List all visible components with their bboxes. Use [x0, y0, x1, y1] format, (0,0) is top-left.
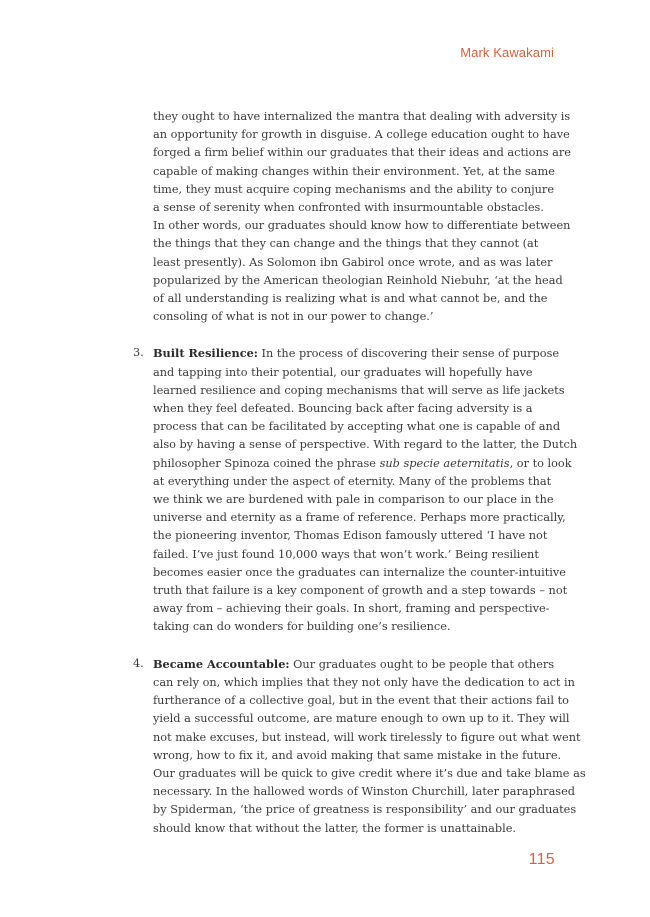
text-line: at everything under the aspect of eternity. Many of the problems that: [153, 474, 552, 488]
text-line: [153, 655, 557, 674]
text-line: we think we are burdened with pale in comparison to our place in the: [153, 493, 554, 507]
text-line: a sense of serenity when confronted with insurmountable obstacles.: [153, 201, 544, 215]
paragraph-spacer: [153, 326, 557, 344]
text-run: philosopher Spinoza coined the phrase: [153, 456, 380, 470]
latin-phrase: sub specie aeternitatis: [379, 456, 510, 470]
list-item-number: 4.: [133, 656, 144, 670]
list-item-resilience: [133, 344, 578, 636]
text-line: wrong, how to fix it, and avoid making that same mistake in the future.: [153, 748, 562, 762]
text-line: they ought to have internalized the mantra that dealing with adversity is: [153, 110, 571, 123]
text-line: [153, 455, 572, 473]
text-line: least presently). As Solomon ibn Gabirol once wrote, and as was later: [153, 255, 553, 269]
paragraph-spacer: [153, 637, 557, 655]
text-line: away from – achieving their goals. In short, framing and perspective-: [153, 602, 550, 616]
text-line: taking can do wonders for building one’s resilience.: [153, 620, 451, 634]
text-line: by Spiderman, ‘the price of greatness is responsibility’ and our graduates: [153, 803, 577, 817]
text-line: In other words, our graduates should know how to differentiate between: [153, 219, 571, 233]
text-line: universe and eternity as a frame of reference. Perhaps more practically,: [153, 511, 566, 525]
text-line: necessary. In the hallowed words of Winston Churchill, later paraphrased: [153, 785, 576, 799]
text-line: consoling of what is not in our power to change.’: [153, 310, 434, 324]
text-line: the things that they can change and the things that they cannot (at: [153, 237, 539, 251]
text-line: not make excuses, but instead, will work tirelessly to figure out what went: [153, 730, 581, 744]
text-line: popularized by the American theologian Reinhold Niebuhr, ‘at the head: [153, 273, 563, 287]
page-body: [133, 108, 586, 838]
text-line: [153, 344, 560, 363]
text-line: time, they must acquire coping mechanisms and the ability to conjure: [153, 182, 555, 196]
text-line: also by having a sense of perspective. With regard to the latter, the Dutch: [153, 438, 578, 452]
text-line: an opportunity for growth in disguise. A college education ought to have: [153, 128, 570, 142]
running-header-author: Mark Kawakami: [460, 45, 554, 60]
text-line: failed. I’ve just found 10,000 ways that won’t work.’ Being resilient: [153, 547, 539, 561]
list-item-accountable: [133, 655, 586, 838]
text-line: can rely on, which implies that they not only have the dedication to act in: [153, 675, 575, 689]
page-number: 115: [528, 851, 555, 868]
text-line: should know that without the latter, the former is unattainable.: [153, 821, 517, 835]
text-line: the pioneering inventor, Thomas Edison famously uttered ‘I have not: [153, 529, 548, 543]
text-line: truth that failure is a key component of growth and a step towards – not: [153, 584, 568, 598]
text-line: process that can be facilitated by accepting what one is capable of and: [153, 420, 561, 434]
text-line: Our graduates will be quick to give credit where it’s due and take blame as: [153, 766, 586, 780]
text-line: capable of making changes within their environment. Yet, at the same: [153, 164, 555, 178]
list-item-number: 3.: [133, 346, 144, 360]
text-line: yield a successful outcome, are mature enough to own up to it. They will: [153, 712, 570, 726]
text-run: Our graduates ought to be people that others: [289, 657, 555, 671]
text-line: learned resilience and coping mechanisms that will serve as life jackets: [153, 383, 565, 397]
text-line: when they feel defeated. Bouncing back after facing adversity is a: [153, 402, 533, 416]
text-run: , or to look: [509, 456, 572, 470]
intro-paragraph: [153, 108, 571, 326]
list-item-heading: Built Resilience:: [153, 346, 258, 361]
text-run: In the process of discovering their sense of purpose: [257, 347, 560, 361]
text-line: and tapping into their potential, our graduates will hopefully have: [153, 365, 533, 379]
text-line: becomes easier once the graduates can internalize the counter-intuitive: [153, 565, 566, 579]
list-item-heading: Became Accountable:: [153, 656, 290, 671]
text-line: of all understanding is realizing what is and what cannot be, and the: [153, 292, 548, 306]
text-line: forged a firm belief within our graduates that their ideas and actions are: [153, 146, 571, 160]
text-line: furtherance of a collective goal, but in the event that their actions fail to: [153, 694, 569, 708]
